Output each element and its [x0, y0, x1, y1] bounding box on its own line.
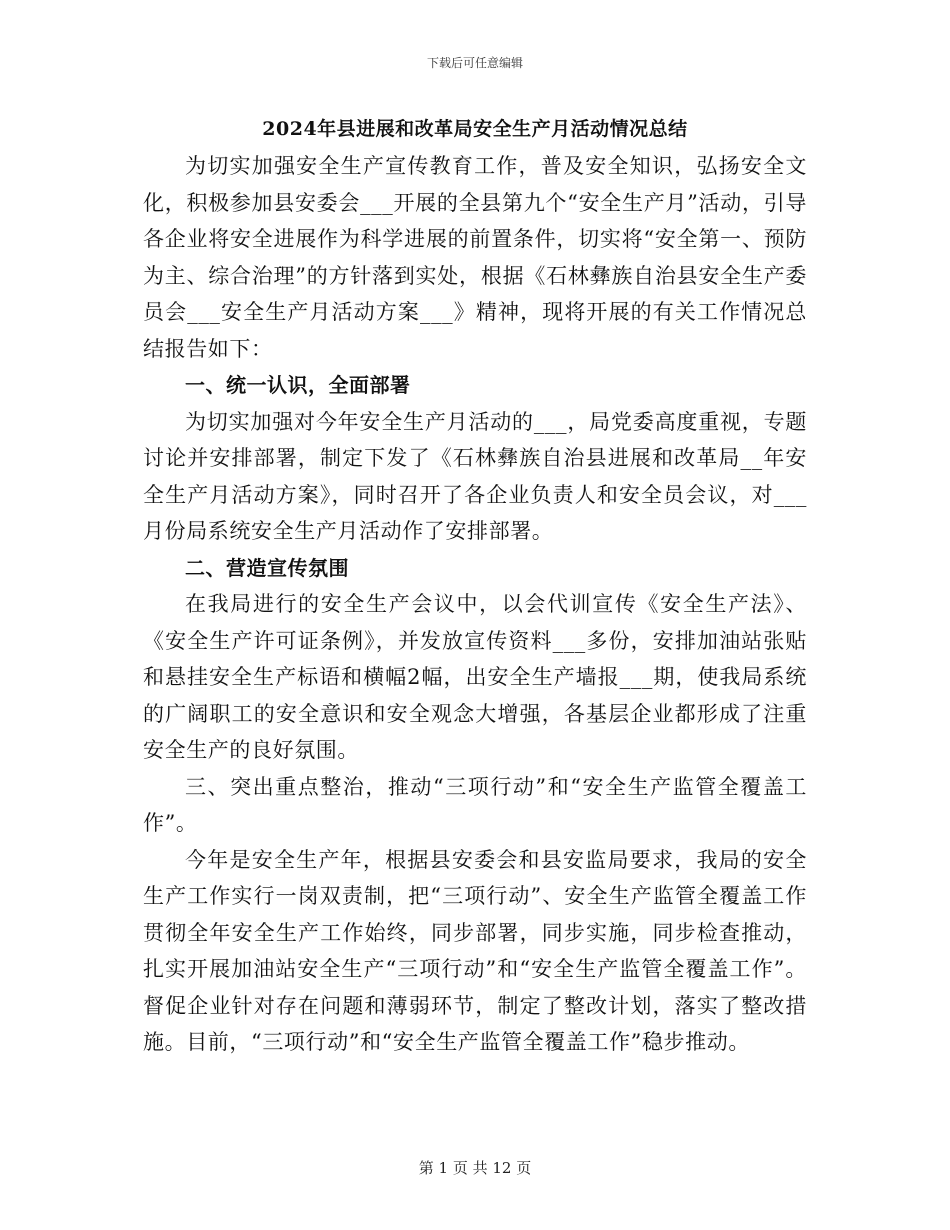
section-3-paragraph: 今年是安全生产年，根据县安委会和县安监局要求，我局的安全生产工作实行一岗双责制，把“三项行动”、安全生产监管全覆盖工作贯彻全年安全生产工作始终，同步部署，同步实施，同步检查推动，扎实开展加油站安全生产“三项行动”和“安全生产监管全覆盖工作”。督促企业针对存在问题和薄弱环节，制定了整改计划，落实了整改措施。目前，“三项行动”和“安全生产监管全覆盖工作”稳步推动。	[143, 847, 807, 1054]
section-heading-1: 一、统一认识，全面部署	[185, 373, 411, 397]
document-body	[143, 148, 807, 1061]
section-2-paragraph: 在我局进行的安全生产会议中，以会代训宣传《安全生产法》、《安全生产许可证条例》，并发放宣传资料___多份，安排加油站张贴和悬挂安全生产标语和横幅2幅，出安全生产墙报___期，使我局系统的广阔职工的安全意识和安全观念大增强，各基层企业都形成了注重安全生产的良好氛围。	[143, 592, 807, 762]
document-title: 2024年县进展和改革局安全生产月活动情况总结	[262, 118, 688, 140]
section-3-heading-paragraph: 三、突出重点整治，推动“三项行动”和“安全生产监管全覆盖工作”。	[143, 774, 807, 835]
intro-paragraph: 为切实加强安全生产宣传教育工作，普及安全知识，弘扬安全文化，积极参加县安委会___开展的全县第九个“安全生产月”活动，引导各企业将安全进展作为科学进展的前置条件，切实将“安全第一、预防为主、综合治理”的方针落到实处，根据《石林彝族自治县安全生产委员会___安全生产月活动方案___》精神，现将开展的有关工作情况总结报告如下：	[143, 154, 807, 361]
page-number: 第 1 页 共 12 页	[418, 1159, 532, 1177]
header-note: 下载后可任意编辑	[426, 56, 523, 70]
section-1-paragraph: 为切实加强对今年安全生产月活动的___，局党委高度重视，专题讨论并安排部署，制定下发了《石林彝族自治县进展和改革局__年安全生产月活动方案》，同时召开了各企业负责人和安全员会议，对___月份局系统安全生产月活动作了安排部署。	[143, 409, 807, 543]
section-heading-2: 二、营造宣传氛围	[185, 555, 349, 580]
